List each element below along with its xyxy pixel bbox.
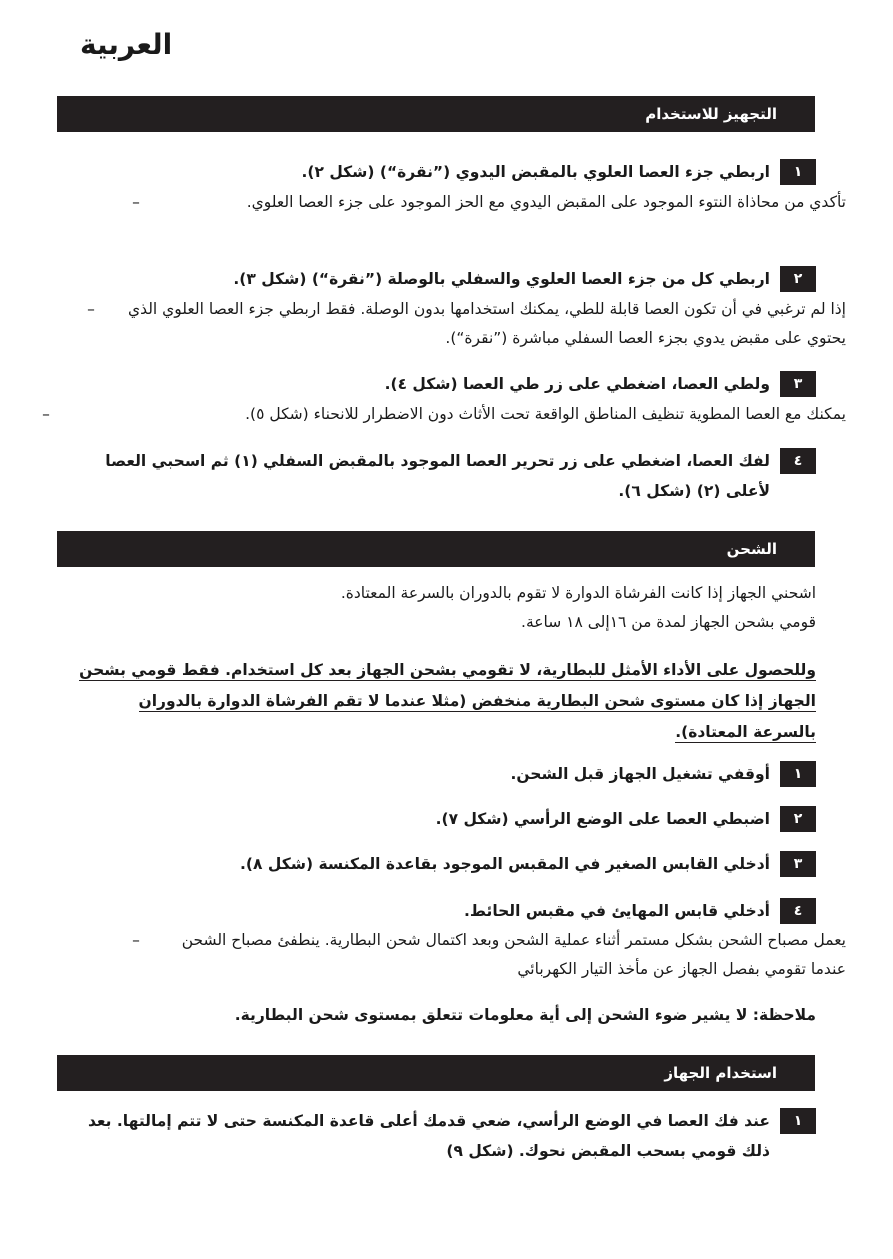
step-number: ٤ (780, 898, 816, 924)
charging-intro (76, 579, 816, 637)
setup-step-1 (76, 157, 816, 187)
step-number: ٣ (780, 371, 816, 397)
section-header-setup: التجهيز للاستخدام (57, 96, 815, 132)
charging-note (76, 1000, 816, 1031)
bullet-text: يعمل مصباح الشحن بشكل مستمر أثناء عملية الشحن وبعد اكتمال شحن البطارية. ينطفئ مصباح الشحن عندما تقومي بفصل الجهاز عن مأخذ التيار الكهربائي (181, 931, 846, 978)
step-number: ٤ (780, 448, 816, 474)
step-number: ١ (780, 159, 816, 185)
setup-step-2 (76, 264, 816, 294)
dash-marker: – (132, 193, 140, 211)
bullet-text: إذا لم ترغبي في أن تكون العصا قابلة للطي، يمكنك استخدامها بدون الوصلة. فقط اربطي جزء العصا العلوي الذي يحتوي على مقبض يدوي بجزء العصا السفلي مباشرة (”نقرة“). (127, 300, 846, 347)
step-number: ٣ (780, 851, 816, 877)
step-number: ٢ (780, 806, 816, 832)
warning-text: وللحصول على الأداء الأمثل للبطارية، لا تقومي بشحن الجهاز بعد كل استخدام. فقط قومي بشحن الجهاز إذا كان مستوى شحن البطارية منخفض (مثلا عندما لا تقم الفرشاة الدوارة بالدوران بالسرعة المعتادة). (79, 661, 816, 741)
charging-intro-line-2: قومي بشحن الجهاز لمدة من ١٦إلى ١٨ ساعة. (521, 613, 816, 631)
charging-intro-line-1: اشحني الجهاز إذا كانت الفرشاة الدوارة لا تقوم بالدوران بالسرعة المعتادة. (340, 584, 816, 602)
section-header-usage: استخدام الجهاز (57, 1055, 815, 1091)
setup-step-3-bullet (31, 400, 846, 429)
step-text: أدخلي القابس الصغير في المقبس الموجود بقاعدة المكنسة (شكل ٨). (240, 855, 770, 873)
step-text: أوقفي تشغيل الجهاز قبل الشحن. (510, 765, 770, 783)
charging-step-2 (76, 804, 816, 834)
section-header-charging: الشحن (57, 531, 815, 567)
usage-step-1 (76, 1106, 816, 1166)
charging-step-1 (76, 759, 816, 789)
step-text: ولطي العصا، اضغطي على زر طي العصا (شكل ٤). (384, 375, 770, 393)
setup-step-4 (91, 446, 816, 506)
setup-step-3 (76, 369, 816, 399)
charging-step-3 (76, 849, 816, 879)
step-text: أدخلي قابس المهايئ في مقبس الحائط. (464, 902, 770, 920)
dash-marker: – (132, 931, 140, 949)
charging-warning (76, 655, 816, 748)
charging-step-4-bullet (121, 926, 846, 984)
step-text: اربطي جزء العصا العلوي بالمقبض اليدوي (”نقرة“) (شكل ٢). (301, 163, 770, 181)
step-text: اربطي كل من جزء العصا العلوي والسفلي بالوصلة (”نقرة“) (شكل ٣). (233, 270, 770, 288)
step-number: ١ (780, 1108, 816, 1134)
step-number: ١ (780, 761, 816, 787)
bullet-text: يمكنك مع العصا المطوية تنظيف المناطق الواقعة تحت الأثاث دون الاضطرار للانحناء (شكل ٥). (245, 405, 846, 423)
setup-step-1-bullet (121, 188, 846, 217)
note-text: ملاحظة: لا يشير ضوء الشحن إلى أية معلومات تتعلق بمستوى شحن البطارية. (234, 1006, 816, 1024)
bullet-text: تأكدي من محاذاة النتوء الموجود على المقبض اليدوي مع الحز الموجود على جزء العصا العلوي. (246, 193, 846, 211)
step-text: عند فك العصا في الوضع الرأسي، ضعي قدمك أعلى قاعدة المكنسة حتى لا تتم إمالتها. بعد ذلك قومي بسحب المقبض نحوك. (شكل ٩) (87, 1112, 770, 1160)
setup-step-2-bullet (76, 295, 846, 353)
dash-marker: – (87, 300, 95, 318)
step-text: اضبطي العصا على الوضع الرأسي (شكل ٧). (435, 810, 770, 828)
step-number: ٢ (780, 266, 816, 292)
dash-marker: – (42, 405, 50, 423)
charging-step-4 (76, 896, 816, 926)
page-title: العربية (80, 28, 173, 61)
step-text: لفك العصا، اضغطي على زر تحرير العصا الموجود بالمقبض السفلي (١) ثم اسحبي العصا لأعلى (٢) (شكل ٦). (105, 452, 770, 500)
